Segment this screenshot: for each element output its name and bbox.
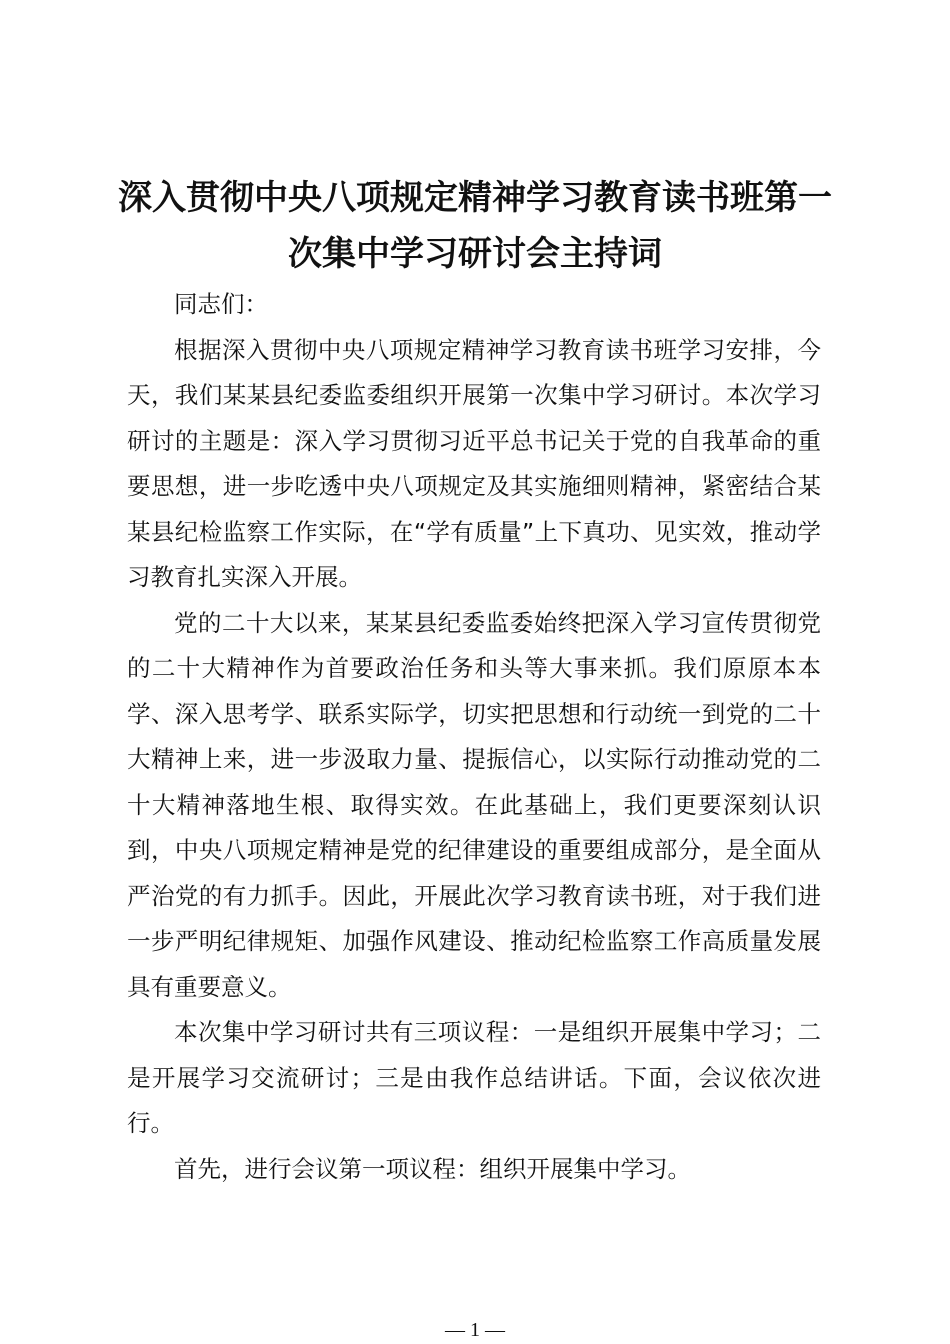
paragraph-3: 本次集中学习研讨共有三项议程：一是组织开展集中学习；二是开展学习交流研讨；三是由我作总结讲话。下面，会议依次进行。 xyxy=(127,1018,821,1137)
document-title: 深入贯彻中央八项规定精神学习教育读书班第一次集中学习研讨会主持词 xyxy=(118,178,832,274)
page-number: — 1 — xyxy=(445,1319,505,1341)
paragraph-4: 首先，进行会议第一项议程：组织开展集中学习。 xyxy=(174,1154,691,1183)
document-body xyxy=(127,282,821,1192)
paragraph-2: 党的二十大以来，某某县纪委监委始终把深入学习宣传贯彻党的二十大精神作为首要政治任务和头等大事来抓。我们原原本本学、深入思考学、联系实际学，切实把思想和行动统一到党的二十大精神上来，进一步汲取力量、提振信心，以实际行动推动党的二十大精神落地生根、取得实效。在此基础上，我们更要深刻认识到，中央八项规定精神是党的纪律建设的重要组成部分，是全面从严治党的有力抓手。因此，开展此次学习教育读书班，对于我们进一步严明纪律规矩、加强作风建设、推动纪检监察工作高质量发展具有重要意义。 xyxy=(127,608,821,1001)
salutation: 同志们： xyxy=(174,290,268,318)
paragraph-1: 根据深入贯彻中央八项规定精神学习教育读书班学习安排，今天，我们某某县纪委监委组织开展第一次集中学习研讨。本次学习研讨的主题是：深入学习贯彻习近平总书记关于党的自我革命的重要思想，进一步吃透中央八项规定及其实施细则精神，紧密结合某某县纪检监察工作实际，在“学有质量”上下真功、见实效，推动学习教育扎实深入开展。 xyxy=(127,335,821,591)
